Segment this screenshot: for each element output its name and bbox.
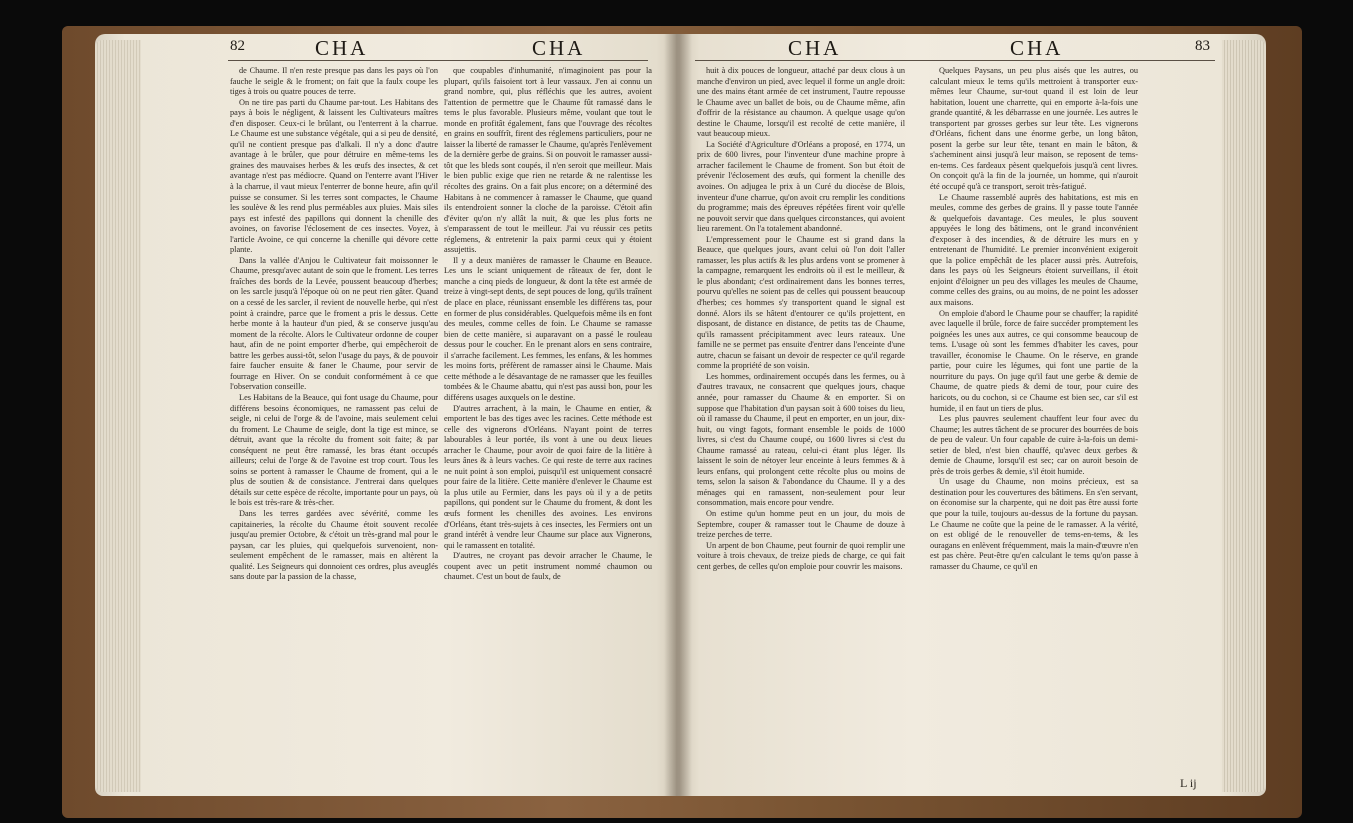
signature-mark: L ij <box>1180 776 1197 790</box>
left-running-head-2: CHA <box>532 36 586 60</box>
right-column-1 <box>697 66 905 752</box>
right-header-rule <box>695 60 1215 61</box>
paragraph: La Société d'Agriculture d'Orléans a proposé, en 1774, un prix de 600 livres, pour l'inventeur d'une machine propre à arracher facilement le Chaume de froment. Son but étoit de prévenir l'éclosement des œufs, qui forment la chenille des avoines. On adjugea le prix à un Curé du diocèse de Blois, inventeur d'une charrue, qu'on avoit cru remplir les conditions du programme; mais des épreuves répétées firent voir qu'elle ne pouvoit servir que dans quelques circonstances, qui avoient lieu rarement. On l'a totalement abandonné. <box>697 139 905 234</box>
left-page-edges <box>95 40 141 792</box>
right-page-edges <box>1222 40 1266 792</box>
right-running-head-2: CHA <box>1010 36 1064 60</box>
paragraph: Un arpent de bon Chaume, peut fournir de quoi remplir une voiture à trois chevaux, de treize pieds de charge, ce qui fait cent gerbes, de celles qu'on emploie pour couvrir les maisons. <box>697 540 905 571</box>
paragraph: Les hommes, ordinairement occupés dans les fermes, ou à d'autres travaux, ne consacrent que quelques jours, chaque année, pour ramasser du Chaume & en emporter. Si on suppose que l'habitation d'un paysan soit à 600 toises du lieu, où il ramasse du Chaume, il peut en emporter, en un jour, dix-huit, ou vingt fagots, formant ensemble le poids de 1000 livres, si c'est du Chaume coupé, ou 1600 livres si c'est du Chaume ramassé au rateau, celui-ci étant plus léger. Ils laissent le soin de nétoyer leur enceinte à leurs femmes & à leurs enfans, qui prolongent cette récolte plus ou moins de tems, selon la saison & l'abondance du Chaume. Il y a des ménages qui en ramassent, non-seulement pour leur consommation, mais encore pour vendre. <box>697 371 905 508</box>
paragraph: D'autres, ne croyant pas devoir arracher le Chaume, le coupent avec un petit instrument nommé chaumon ou chaumet. C'est un bout de faulx, de <box>444 551 652 582</box>
left-column-1 <box>230 66 438 752</box>
paragraph: On estime qu'un homme peut en un jour, du mois de Septembre, couper & ramasser tout le Chaume de douze à treize perches de terre. <box>697 508 905 540</box>
paragraph: Quelques Paysans, un peu plus aisés que les autres, ou calculant mieux le tems qu'ils mettroient à transporter eux-mêmes leur Chaume, sur-tout quand il est loin de leur habitation, louent une charrette, qui en emporte à-la-fois une grande quantité, & les débarrasse en une journée. Les autres le transportent par grosses gerbes sur leur tête. Les vignerons d'Orléans, fichent dans une énorme gerbe, un long bâton, posent la gerbe sur leur tête, tenant en main le bâton, & s'acheminent ainsi jusqu'à leur maison, se reposent de tems-en-tems. Ces fardeaux pèsent quelquefois jusqu'à cent livres. On conçoit qu'à la fin de la journée, un homme, qui n'auroit été occupé qu'à ce transport, seroit très-fatigué. <box>930 66 1138 192</box>
paragraph: Le Chaume rassemblé auprès des habitations, est mis en meules, comme des gerbes de grains. Il y passe toute l'année & quelquefois davantage. Ces meules, le plus souvent appuyées le long des bâtimens, ont le grand inconvénient d'exposer à des incendies, & de détruire les murs en y entretenant de l'humidité. Le premier inconvénient exigeroit que la police empêchât de les placer aussi près. Autrefois, dans les pays où les Seigneurs étoient surveillans, il étoit enjoint d'éloigner un peu des villages les meules de Chaume, comme celles des grains, ou au moins, de ne point les adosser aux maisons. <box>930 192 1138 308</box>
paragraph: L'empressement pour le Chaume est si grand dans la Beauce, que quelques jours, avant celui où l'on doit l'aller ramasser, les plus actifs & les plus ardens vont se promener à la campagne, remarquent les endroits où il est le meilleur, & le plus abondant; c'est ordinairement dans les bonnes terres, pourvu qu'elles ne soient pas de celles qui poussent beaucoup d'herbes; ces hommes s'y transportent quand le signal est donné. Alors ils se hâtent d'entourer ce qu'ils projettent, en disposant, de distance en distance, de petits tas de Chaume, qu'ils ramassent précipitamment avec leurs rateaux. Une famille ne se permet pas ensuite d'entrer dans l'enceinte d'une autre, chacun se faisant un devoir de respecter ce qu'il regarde comme la propriété de son voisin. <box>697 234 905 371</box>
paragraph: de Chaume. Il n'en reste presque pas dans les pays où l'on fauche le seigle & le froment; on fait que la faulx coupe les tiges à trois ou quatre pouces de terre. <box>230 66 438 97</box>
paragraph: huit à dix pouces de longueur, attaché par deux clous à un manche d'environ un pied, avec lequel il forme un angle droit: une des mains étant armée de cet instrument, l'autre repousse le Chaume avec un ballet de bois, ou de Chaume même, afin d'offrir de la résistance au chaumon. A quelque usage qu'on destine le Chaume, lorsqu'il est recolté de cette manière, il vaut beaucoup mieux. <box>697 66 905 139</box>
paragraph: que coupables d'inhumanité, n'imaginoient pas pour la plupart, qu'ils faisoient tort à leur vassaux. J'en ai connu un grand nombre, qui, plus réfléchis que les autres, avoient l'attention de permettre que le Chaume fût ramassé dans le tems le plus favorable. Plusieurs même, voulant que tout le monde en profitât également, fans que l'ouvrage des récoltes en grains en souffrît, firent des réglemens particuliers, pour ne laisser la liberté de ramasser le Chaume, qu'après l'enlèvement de la dernière gerbe de grains. Si on pouvoit le ramasser aussi-tôt que les bleds sont coupés, il n'en seroit que meilleur. Mais le bien public exige que rien ne retarde & ne ralentisse les récoltes des grains. On a fait plus encore; on a déterminé des Habitans à ne commencer à ramasser le Chaume, que quand ils entendroient sonner la cloche de la paroisse. C'étoit afin d'éviter qu'on n'y allât la nuit, & que les plus forts ne s'emparassent de tout le meilleur. J'ai vu réussir ces petits réglemens, & entretenir la paix parmi ceux qui y étoient assujettis. <box>444 66 652 255</box>
left-page-number: 82 <box>230 38 245 54</box>
paragraph: Un usage du Chaume, non moins précieux, est sa destination pour les couvertures des bâtimens. En s'en servant, on économise sur la charpente, qui ne doit pas être aussi forte que pour la tuile, toujours au-dessus de la fortune du paysan. Le Chaume ne coûte que la peine de le ramasser. A la vérité, on est obligé de le renouveller de tems-en-tems, & les ouragans en enlèvent fréquemment, mais la main-d'œuvre n'en est pas chère. Peut-être qu'en calculant le tems qu'on passe à ramasser du Chaume, ce qu'il en <box>930 477 1138 571</box>
paragraph: Dans la vallée d'Anjou le Cultivateur fait moissonner le Chaume, presqu'avec autant de soin que le froment. Les terres fraîches des bords de la Levée, poussent beaucoup d'herbes; on les sarcle jusqu'à l'époque où on ne peut rien gâter. Quand on a cessé de les sarcler, il revient de nouvelle herbe, qui n'est point à craindre, parce que le froment a pris le dessus. Cette herbe monte à la hauteur d'un pied, & se conserve jusqu'au moment de la récolte. Alors le Cultivateur ordonne de couper haut, afin de ne point emporter d'herbe, qui empêcheroit de battre les gerbes aussi-tôt, selon l'usage du pays, & de pouvoir faire faucher ensuite & faner le Chaume, pour servir de fourrage en Hiver. On se conduit conformément à ce que l'observation conseille. <box>230 255 438 392</box>
right-page-number: 83 <box>1195 38 1210 54</box>
paragraph: Dans les terres gardées avec sévérité, comme les capitaineries, la récolte du Chaume étoit souvent recolée jusqu'au premier Octobre, & c'étoit un très-grand mal pour le paysan, car les pluies, qui quelquefois survenoient, non-seulement empêchent de le ramasser, mais en altèrent la qualité. Les Seigneurs qui donnoient ces ordres, plus aveuglés sans doute par la passion de la chasse, <box>230 508 438 582</box>
paragraph: Les Habitans de la Beauce, qui font usage du Chaume, pour différens besoins économiques, ne ramassent pas celui de seigle, ni celui de l'orge & de l'avoine, mais seulement celui du froment. Le Chaume de seigle, dont la tige est mince, se détruit, avant que la récolte du froment soit faite; & par conséquent ne peut être ramassé, les bras étant occupés ailleurs; celui de l'orge & de l'avoine est trop court. Tous les soins se portent à ramasser le Chaume de froment, qui a le plus de soutien & de consistance. J'entrerai dans quelques détails sur cette espèce de récolte, importante pour un pays, où le bois est très-rare & très-cher. <box>230 392 438 508</box>
paragraph: On ne tire pas parti du Chaume par-tout. Les Habitans des pays à bois le négligent, & laissent les Cultivateurs maîtres d'en disposer. Ceux-ci le brûlant, ou l'enterrent à la charrue. Le Chaume est une substance végétale, qui a si peu de densité, qu'il ne contient presque pas d'alkali. Il n'y a donc d'autre avantage à le brûler, que pour détruire en même-tems les graines des mauvaises herbes & les œufs des insectes, & cet avantage n'est pas médiocre. Quand on l'enterre avant l'Hiver à la charrue, il vaut mieux l'enterrer de bonne heure, afin qu'il puisse se consumer. Si les terres sont compactes, le Chaume les soulève & les rend plus perméables aux pluies. Mais siles pays est infesté des papillons qui donnent la chenille des avoines, on favorise l'éclosement de ces insectes. Voyez, à l'article Avoine, ce qui concerne la chenille qui dévore cette plante. <box>230 97 438 255</box>
left-running-head-1: CHA <box>315 36 369 60</box>
left-header-rule <box>228 60 648 61</box>
paragraph: Les plus pauvres seulement chauffent leur four avec du Chaume; les autres tâchent de se procurer des bourrées de bois de peu de valeur. Un four capable de cuire à-la-fois un demi-setier de bled, n'est bien chauffé, qu'avec deux gerbes & demie de Chaume, lorsqu'il est sec; car on auroit besoin de près de trois gerbes & demie, s'il étoit humide. <box>930 414 1138 476</box>
right-running-head-1: CHA <box>788 36 842 60</box>
paragraph: D'autres arrachent, à la main, le Chaume en entier, & emportent le bas des tiges avec les racines. Cette méthode est celle des vignerons d'Orléans. N'ayant point de terres labourables à leur portée, ils vont à une ou deux lieues arracher le Chaume, pour avoir de quoi faire de la litière à leurs ânes & à leurs vaches. Ce qui reste de terre aux racines ne nuit point à son emploi, puisqu'il est uniquement consacré pour faire de la litière. Cette manière d'enlever le Chaume est la plus utile au Fermier, dans les pays où il y a de petits papillons, qui pondent sur le Chaume du froment, & dont les œufs forment les chenilles des avoines. Les environs d'Orléans, étant très-sujets à ces insectes, les Fermiers ont un grand intérêt à vendre leur Chaume sur place aux Vignerons, qui le ramassent en totalité. <box>444 403 652 550</box>
paragraph: On emploie d'abord le Chaume pour se chauffer; la rapidité avec laquelle il brûle, force de faire succéder promptement les poignées les unes aux autres, ce qui consomme beaucoup de tems. L'usage où sont les femmes d'habiter les caves, pour travailler, économise le Chaume. On le réserve, en grande partie, pour cuire les légumes, qui font une partie de la nourriture du pays. On juge qu'il faut une gerbe & demie de Chaume, de quatre pieds & demi de tour, pour cuire des haricots, ou du cochon, si ce Chaume est bien sec, car s'il est humide, il en faut un tiers de plus. <box>930 308 1138 413</box>
paragraph: Il y a deux manières de ramasser le Chaume en Beauce. Les uns le sciant uniquement de râteaux de fer, dont le manche a cinq pieds de longueur, & dont la tête est armée de treize à vingt-sept dents, de sept pouces de long, qu'ils traînent de place en place, réunissant ensemble les différens tas, pour en former de plus considérables. Quelquefois même ils en font des meules, comme celles de foin. Le Chaume se ramasse bien de cette manière, si auparavant on a passé le rouleau dessus pour le coucher. En le prenant alors en sens contraire, il s'arrache facilement. Les femmes, les enfans, & les hommes les moins forts, préfèrent de ramasser ainsi le Chaume. Mais cette méthode a le désavantage de ne ramasser que les feuilles tombées & le Chaume abattu, qui n'est pas aussi bon, pour les différens usages auxquels on le destine. <box>444 255 652 402</box>
left-column-2 <box>444 66 652 752</box>
book-gutter <box>664 34 692 796</box>
right-column-2 <box>930 66 1138 752</box>
